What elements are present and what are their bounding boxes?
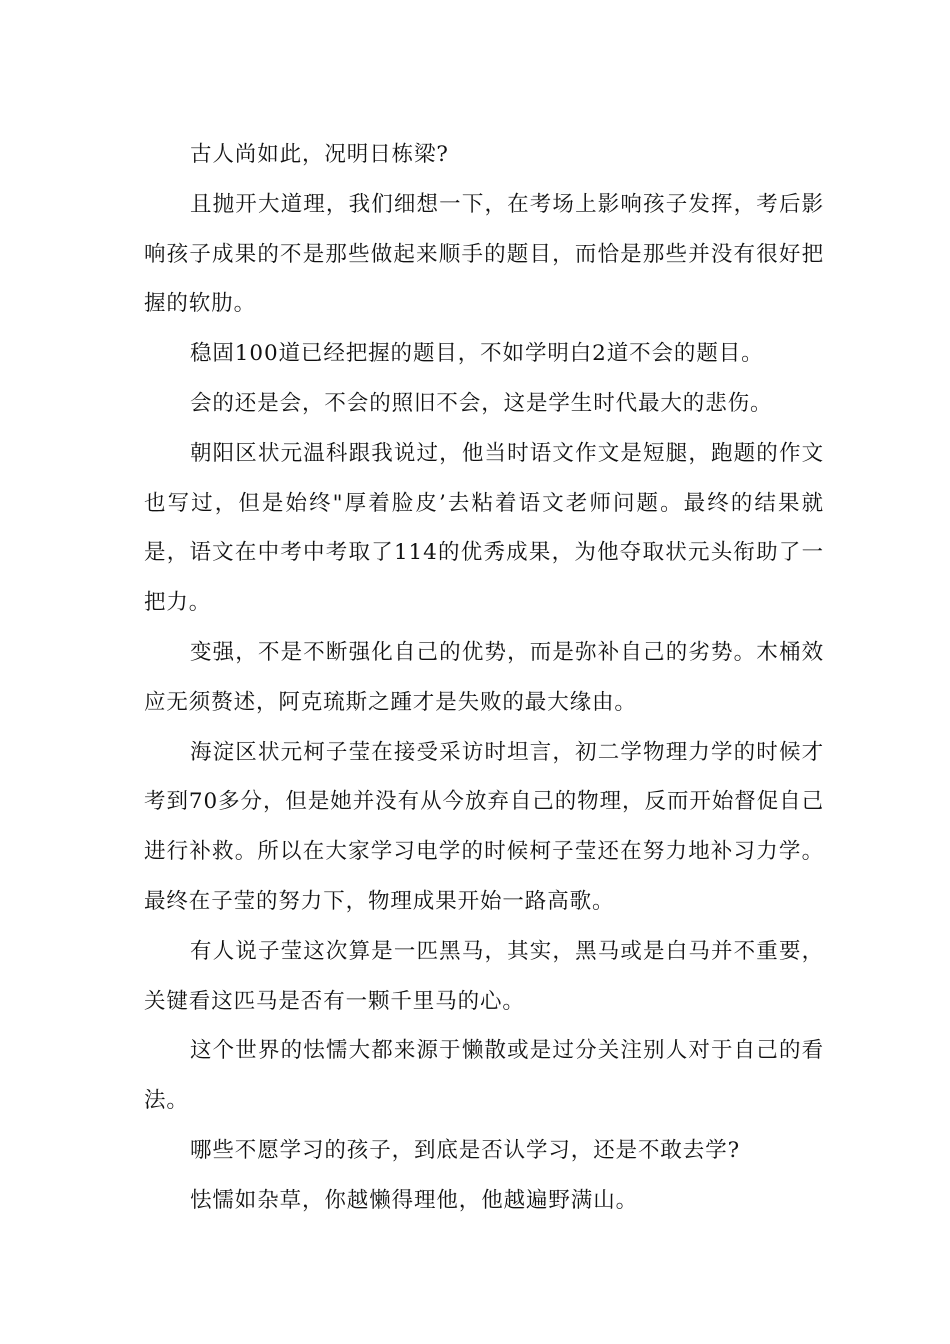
- paragraph-4: 会的还是会，不会的照旧不会，这是学生时代最大的悲伤。: [190, 390, 773, 416]
- paragraph-8: 有人说子莹这次算是一匹黑马，其实，黑马或是白马并不重要，关键看这匹马是否有一颗千里马的心。: [144, 938, 824, 1014]
- document-body: [144, 130, 824, 1226]
- paragraph-9: 这个世界的怯懦大都来源于懒散或是过分关注别人对于自己的看法。: [144, 1038, 824, 1114]
- paragraph-1: 古人尚如此，况明日栋梁?: [190, 142, 449, 167]
- paragraph-7: 海淀区状元柯子莹在接受采访时坦言，初二学物理力学的时候才考到70多分，但是她并没有从今放弃自己的物理，反而开始督促自己进行补救。所以在大家学习电学的时候柯子莹还在努力地补习力学。最终在子莹的努力下，物理成果开始一路高歌。: [144, 739, 824, 914]
- paragraph-2: 且抛开大道理，我们细想一下，在考场上影响孩子发挥，考后影响孩子成果的不是那些做起来顺手的题目，而恰是那些并没有很好把握的软肋。: [144, 191, 824, 317]
- paragraph-6: 变强，不是不断强化自己的优势，而是弥补自己的劣势。木桶效应无须赘述，阿克琉斯之踵才是失败的最大缘由。: [144, 639, 824, 715]
- paragraph-3: 稳固100道已经把握的题目，不如学明白2道不会的题目。: [190, 341, 764, 367]
- paragraph-10: 哪些不愿学习的孩子，到底是否认学习，还是不敢去学?: [190, 1137, 741, 1163]
- paragraph-11: 怯懦如杂草，你越懒得理他，他越遍野满山。: [190, 1187, 639, 1213]
- paragraph-5: 朝阳区状元温科跟我说过，他当时语文作文是短腿，跑题的作文也写过，但是始终"厚着脸皮’去粘着语文老师问题。最终的结果就是，语文在中考中考取了114的优秀成果，为他夺取状元头衔助了一把力。: [144, 440, 824, 616]
